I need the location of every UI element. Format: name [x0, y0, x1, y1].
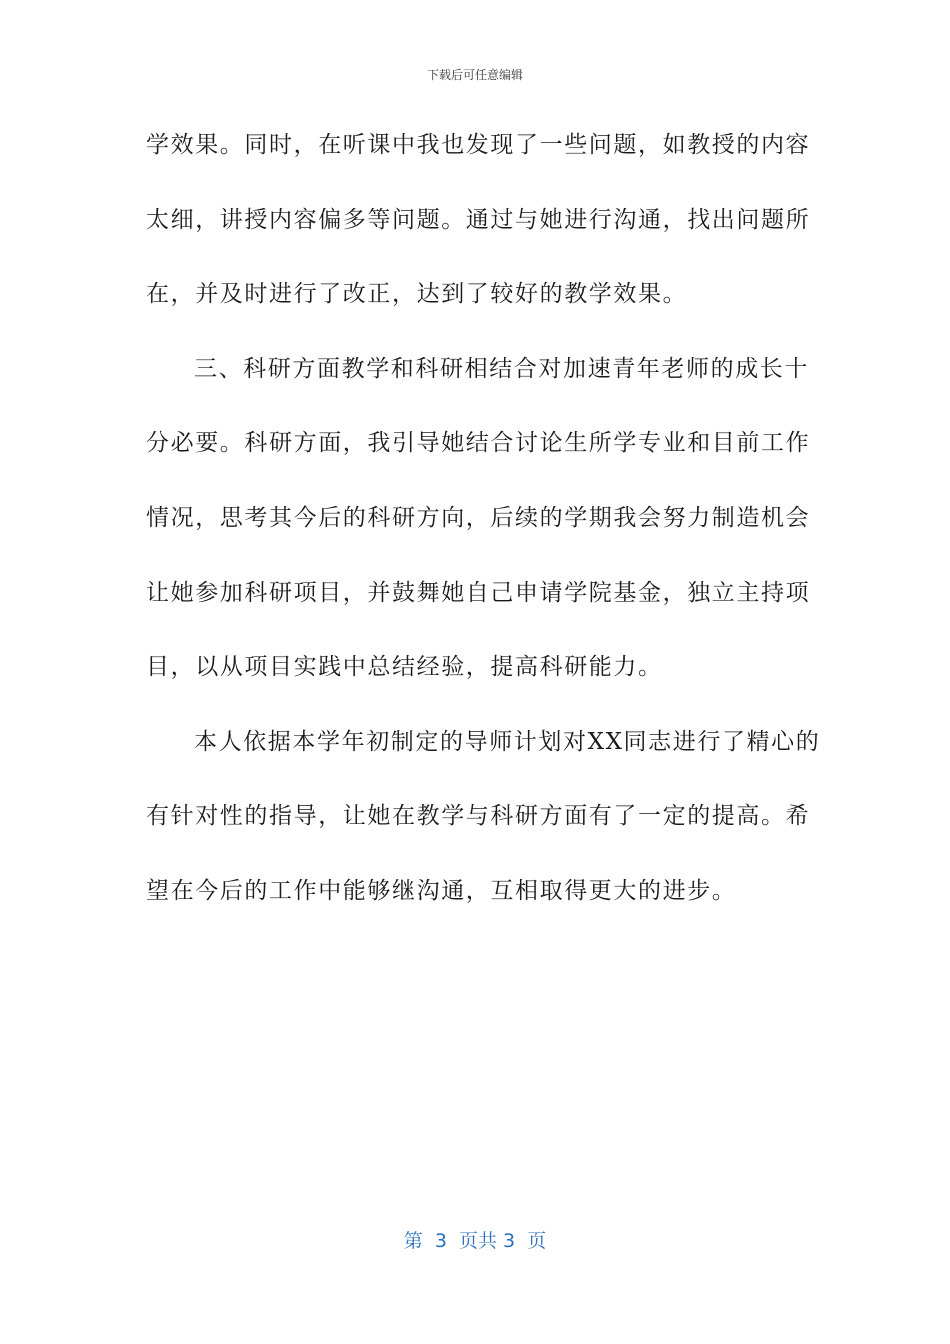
header-note: 下载后可任意编辑 — [426, 68, 523, 82]
paragraph-line: 有针对性的指导，让她在教学与科研方面有了一定的提高。希 — [146, 803, 811, 830]
paragraph-line: 太细，讲授内容偏多等问题。通过与她进行沟通，找出问题所 — [146, 206, 811, 233]
paragraph-line: 让她参加科研项目，并鼓舞她自己申请学院基金，独立主持项 — [146, 579, 811, 606]
paragraph-line: 目，以从项目实践中总结经验，提高科研能力。 — [146, 654, 663, 681]
page-number-footer: 第 3 页共 3 页 — [403, 1230, 547, 1252]
paragraph-line: 望在今后的工作中能够继沟通，互相取得更大的进步。 — [146, 877, 737, 904]
paragraph-line: 分必要。科研方面，我引导她结合讨论生所学专业和目前工作 — [146, 430, 811, 457]
paragraph-line: 情况，思考其今后的科研方向，后续的学期我会努力制造机会 — [146, 504, 811, 531]
paragraph-line: 学效果。同时，在听课中我也发现了一些问题，如教授的内容 — [146, 132, 811, 158]
paragraph-line: 本人依据本学年初制定的导师计划对XX同志进行了精心的 — [194, 728, 821, 755]
paragraph-line: 在，并及时进行了改正，达到了较好的教学效果。 — [146, 281, 688, 308]
paragraph-line: 三、科研方面教学和科研相结合对加速青年老师的成长十 — [194, 355, 809, 382]
document-body — [146, 120, 821, 941]
